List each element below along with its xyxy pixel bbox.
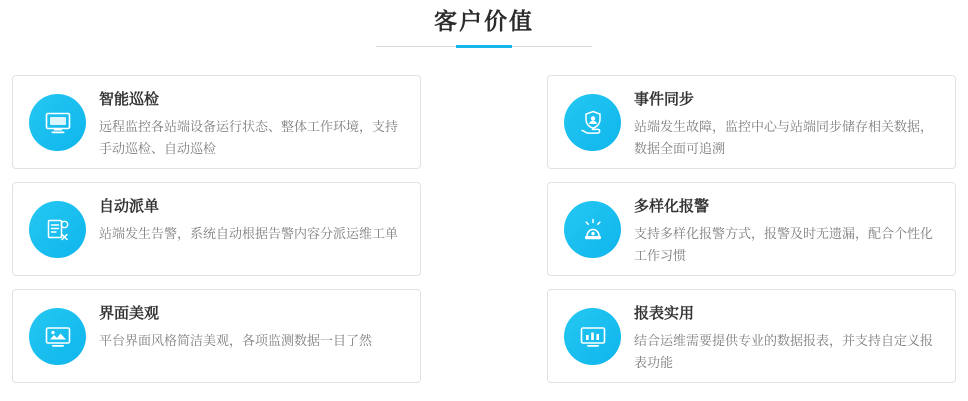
value-card[interactable] bbox=[547, 182, 956, 276]
card-description: 远程监控各站端设备运行状态、整体工作环境，支持手动巡检、自动巡检 bbox=[99, 119, 399, 156]
value-card[interactable] bbox=[12, 75, 421, 169]
section-header bbox=[0, 0, 968, 47]
card-description: 站端发生故障，监控中心与站端同步储存相关数据，数据全面可追溯 bbox=[634, 119, 934, 156]
value-card-grid bbox=[0, 75, 968, 383]
card-description: 结合运维需要提供专业的数据报表，并支持自定义报表功能 bbox=[634, 333, 934, 370]
card-title: 报表实用 bbox=[634, 305, 695, 322]
value-card[interactable] bbox=[547, 75, 956, 169]
interface-image-icon bbox=[29, 308, 86, 365]
card-description: 站端发生告警，系统自动根据告警内容分派运维工单 bbox=[99, 226, 399, 241]
card-title: 智能巡检 bbox=[99, 91, 160, 108]
card-title: 自动派单 bbox=[99, 198, 160, 215]
report-chart-icon bbox=[564, 308, 621, 365]
auto-dispatch-icon bbox=[29, 201, 86, 258]
value-card[interactable] bbox=[12, 182, 421, 276]
card-title: 界面美观 bbox=[99, 305, 160, 322]
page-title: 客户价值 bbox=[434, 8, 534, 34]
event-sync-hand-icon bbox=[564, 94, 621, 151]
card-title: 多样化报警 bbox=[634, 198, 710, 215]
value-card[interactable] bbox=[12, 289, 421, 383]
value-card[interactable] bbox=[547, 289, 956, 383]
card-description: 平台界面风格简洁美观，各项监测数据一目了然 bbox=[99, 333, 373, 348]
alarm-light-icon bbox=[564, 201, 621, 258]
monitor-inspection-icon bbox=[29, 94, 86, 151]
card-description: 支持多样化报警方式，报警及时无遗漏，配合个性化工作习惯 bbox=[634, 226, 934, 263]
title-divider bbox=[376, 46, 592, 47]
card-title: 事件同步 bbox=[634, 91, 695, 108]
